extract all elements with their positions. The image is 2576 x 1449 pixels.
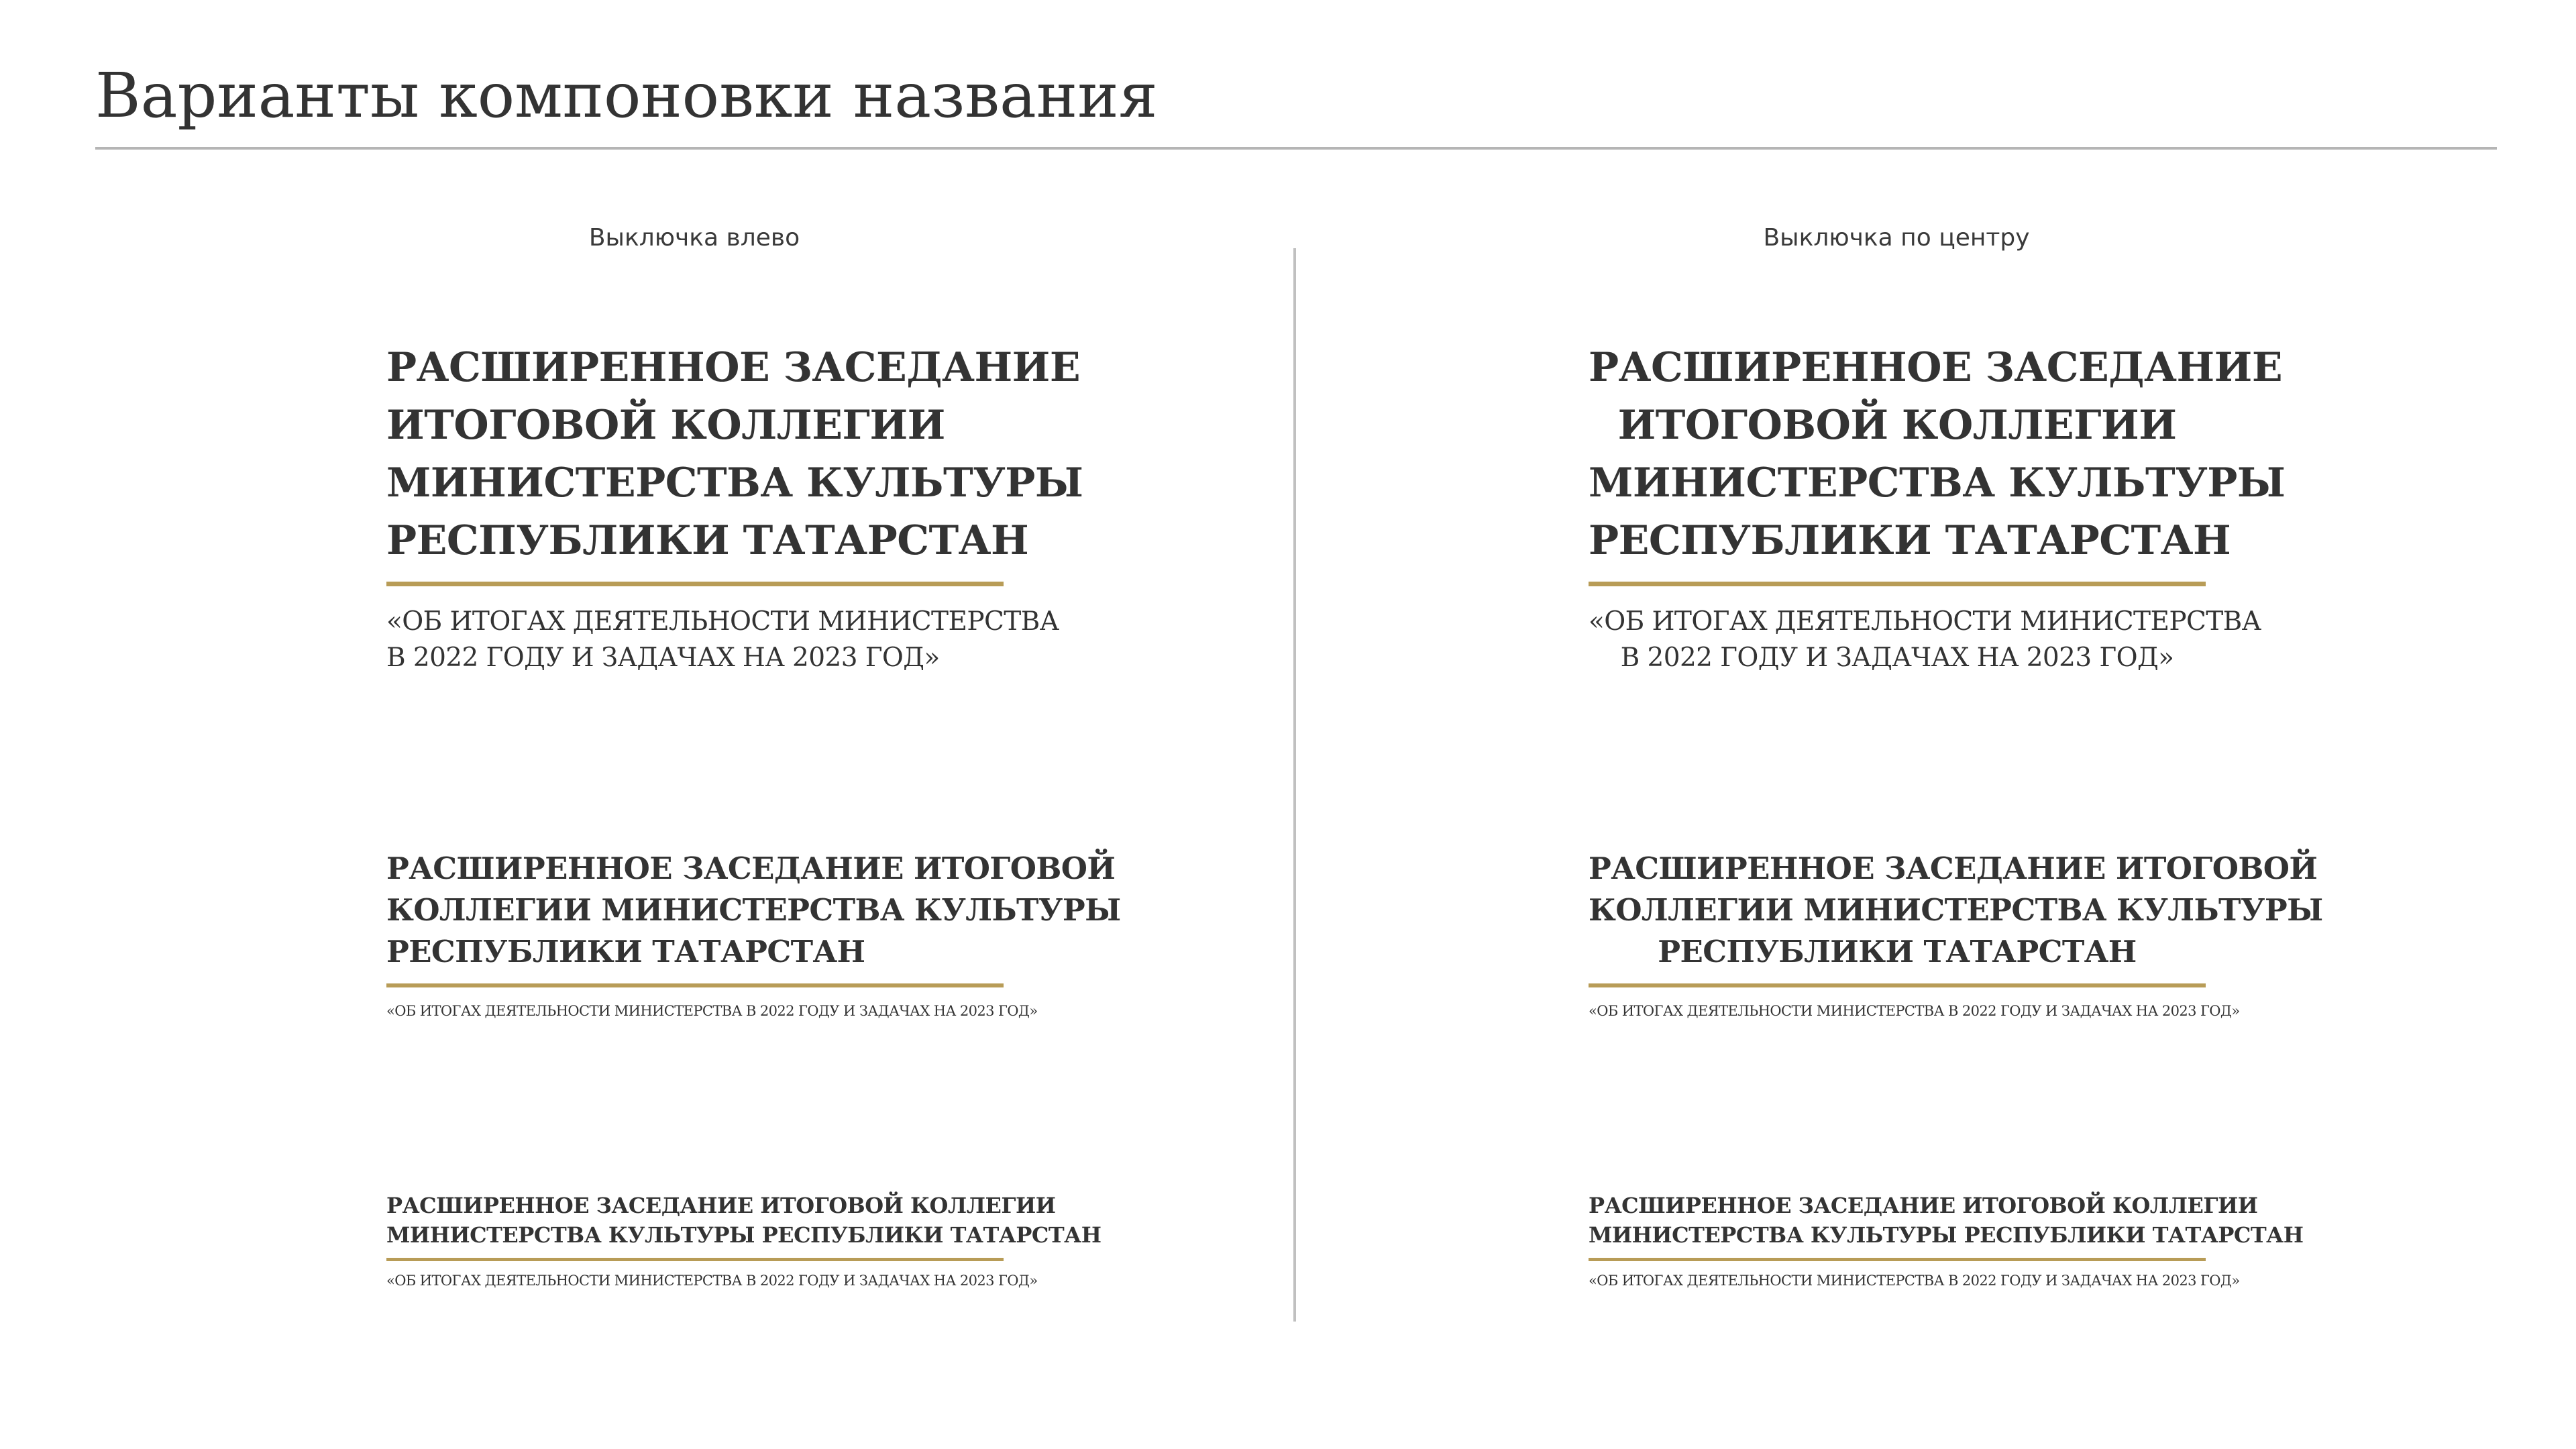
page-title: Варианты компоновки названия (95, 60, 1158, 131)
variant-1-heading (386, 339, 1083, 570)
heading-line: РЕСПУБЛИКИ ТАТАРСТАН (1589, 517, 2231, 564)
gold-rule (1589, 1258, 2206, 1261)
subtitle-line: В 2022 ГОДУ И ЗАДАЧАХ НА 2023 ГОД» (386, 643, 940, 673)
gold-rule (1589, 983, 2206, 987)
heading-line: РАСШИРЕННОЕ ЗАСЕДАНИЕ ИТОГОВОЙ (1589, 851, 2318, 886)
heading-line: РЕСПУБЛИКИ ТАТАРСТАН (386, 517, 1029, 564)
title-variant-1-left (386, 339, 1083, 676)
variant-1-subtitle (1589, 604, 2261, 676)
heading-line: РЕСПУБЛИКИ ТАТАРСТАН (1658, 934, 2137, 969)
gold-rule (386, 582, 1004, 586)
heading-line: МИНИСТЕРСТВА КУЛЬТУРЫ (1589, 460, 2286, 506)
heading-line: РАСШИРЕННОЕ ЗАСЕДАНИЕ (386, 344, 1081, 391)
heading-line: ИТОГОВОЙ КОЛЛЕГИИ (386, 402, 945, 449)
heading-line: МИНИСТЕРСТВА КУЛЬТУРЫ РЕСПУБЛИКИ ТАТАРСТАН (386, 1222, 1102, 1248)
heading-line: МИНИСТЕРСТВА КУЛЬТУРЫ РЕСПУБЛИКИ ТАТАРСТАН (1589, 1222, 2304, 1248)
subtitle-line: «ОБ ИТОГАХ ДЕЯТЕЛЬНОСТИ МИНИСТЕРСТВА (1589, 606, 2261, 637)
gold-rule (386, 1258, 1004, 1261)
variant-1-heading (1589, 339, 2286, 570)
variant-3-subtitle: «ОБ ИТОГАХ ДЕЯТЕЛЬНОСТИ МИНИСТЕРСТВА В 2022 ГОДУ И ЗАДАЧАХ НА 2023 ГОД» (1589, 1273, 2240, 1289)
title-variant-3-left (386, 1191, 1102, 1291)
subtitle-line: В 2022 ГОДУ И ЗАДАЧАХ НА 2023 ГОД» (1620, 643, 2174, 673)
heading-line: РАСШИРЕННОЕ ЗАСЕДАНИЕ ИТОГОВОЙ КОЛЛЕГИИ (386, 1193, 1056, 1218)
heading-line: РЕСПУБЛИКИ ТАТАРСТАН (386, 934, 865, 969)
variant-3-heading (386, 1191, 1102, 1250)
variant-2-subtitle: «ОБ ИТОГАХ ДЕЯТЕЛЬНОСТИ МИНИСТЕРСТВА В 2022 ГОДУ И ЗАДАЧАХ НА 2023 ГОД» (386, 1003, 1038, 1019)
title-variant-1-center (1589, 339, 2286, 676)
variant-1-subtitle (386, 604, 1059, 676)
subtitle-line: «ОБ ИТОГАХ ДЕЯТЕЛЬНОСТИ МИНИСТЕРСТВА (386, 606, 1059, 637)
heading-line: КОЛЛЕГИИ МИНИСТЕРСТВА КУЛЬТУРЫ (386, 892, 1121, 928)
heading-line: КОЛЛЕГИИ МИНИСТЕРСТВА КУЛЬТУРЫ (1589, 892, 2323, 928)
heading-line: РАСШИРЕННОЕ ЗАСЕДАНИЕ ИТОГОВОЙ КОЛЛЕГИИ (1589, 1193, 2258, 1218)
title-divider (95, 147, 2497, 150)
title-variant-3-center (1589, 1191, 2304, 1291)
variant-2-heading (1589, 848, 2323, 973)
heading-line: РАСШИРЕННОЕ ЗАСЕДАНИЕ (1589, 344, 2283, 391)
variant-3-subtitle: «ОБ ИТОГАХ ДЕЯТЕЛЬНОСТИ МИНИСТЕРСТВА В 2022 ГОДУ И ЗАДАЧАХ НА 2023 ГОД» (386, 1273, 1038, 1289)
heading-line: МИНИСТЕРСТВА КУЛЬТУРЫ (386, 460, 1083, 506)
column-divider (1293, 248, 1296, 1322)
heading-line: РАСШИРЕННОЕ ЗАСЕДАНИЕ ИТОГОВОЙ (386, 851, 1116, 886)
variant-2-heading (386, 848, 1121, 973)
title-variant-2-left (386, 848, 1121, 1021)
column-label-right: Выключка по центру (1763, 224, 2030, 252)
heading-line: ИТОГОВОЙ КОЛЛЕГИИ (1617, 402, 2177, 449)
title-variant-2-center (1589, 848, 2323, 1021)
column-label-left: Выключка влево (588, 224, 800, 252)
gold-rule (1589, 582, 2206, 586)
variant-2-subtitle: «ОБ ИТОГАХ ДЕЯТЕЛЬНОСТИ МИНИСТЕРСТВА В 2022 ГОДУ И ЗАДАЧАХ НА 2023 ГОД» (1589, 1003, 2240, 1019)
variant-3-heading (1589, 1191, 2304, 1250)
gold-rule (386, 983, 1004, 987)
